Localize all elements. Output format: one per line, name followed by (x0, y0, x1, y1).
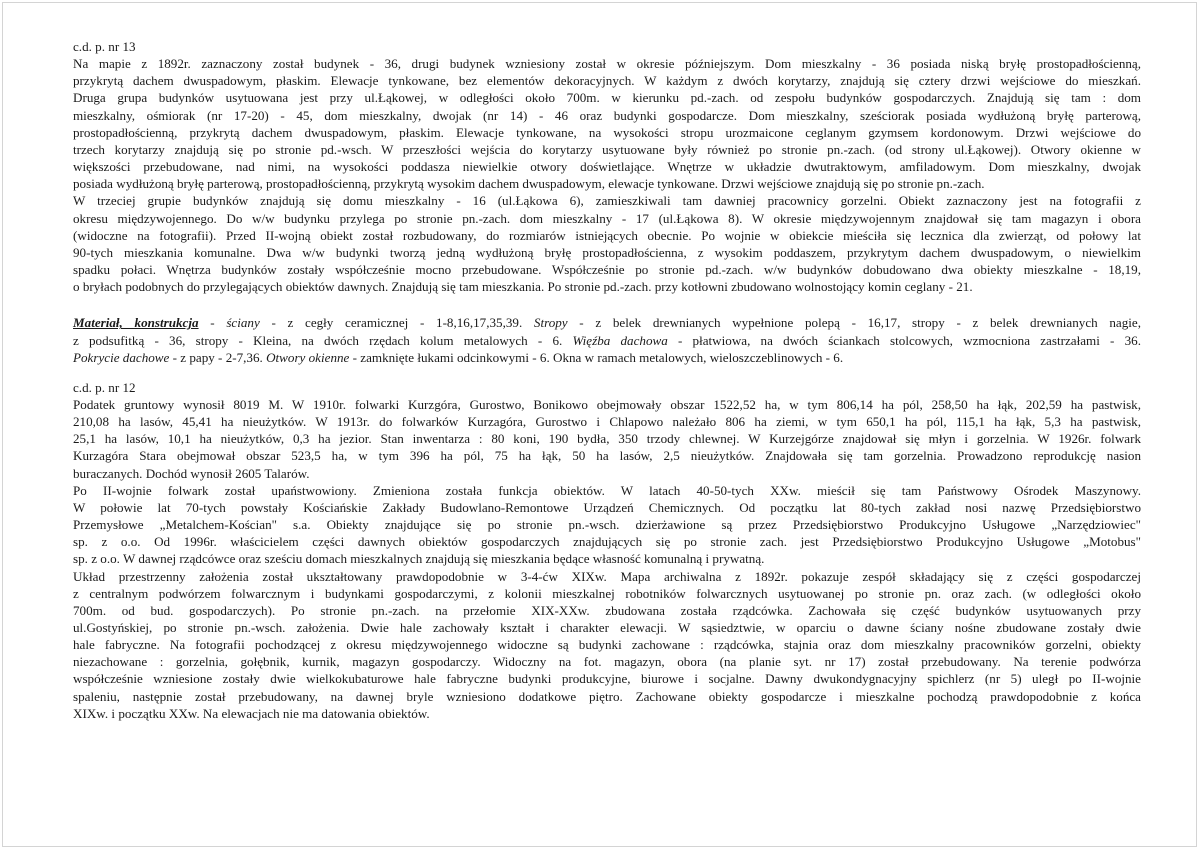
text-line: Kurzagóra Stara obejmował obszar 523,5 ha, w tym 396 ha pól, 75 ha łąk, 50 ha lasów, 2,5 nieużytków. Znajdowała się tam gorzelnia. Prowadzono reprodukcję nasion (73, 448, 1141, 464)
text-run: - z papy - 2-7,36. (169, 349, 267, 365)
text-line: Druga grupa budynków usytuowana jest przy ul.Łąkowej, w odległości około 700m. w kierunku pd.-zach. od zespołu budynków gospodarczych. Znajdują się tam : dom (73, 90, 1141, 106)
text-run: - z cegły ceramicznej - 1-8,16,17,35,39. (259, 315, 534, 331)
text-line: buraczanych. Dochód wynosił 2605 Talarów. (73, 465, 310, 481)
paragraph-buildings (73, 55, 1141, 295)
paragraph-history (73, 396, 1141, 722)
text-line: spadku połaci. Wnętrza budynków zostały współcześnie mocno przebudowane. Współcześnie po stronie pd.-zach. w/w budynków dobudowano dwa obiekty mieszkalne - 18,19, (73, 262, 1141, 278)
text-line: prostopadłościenną, przykrytą dachem dwuspadowym, płaskim. Elewacje tynkowane, na wysokości stropu urozmaicone ceglanym gzymsem kordonowym. Drzwi wejściowe do (73, 124, 1141, 140)
text-line: Po II-wojnie folwark został upaństwowiony. Zmieniona została funkcja obiektów. W latach 40-50-tych XXw. mieścił się tam Państwowy Ośrodek Maszynowy. (73, 482, 1141, 498)
paragraph-materials (73, 314, 1141, 365)
roofing-label: Pokrycie dachowe (73, 349, 170, 365)
text-line: współcześnie wzniesione zostały dwie wielkokubaturowe hale fabryczne budynki produkcyjne, biurowe i socjalne. Dawny dwukondygnacyjny spichlerz (nr 5) uległ po II-wojnie (73, 671, 1141, 687)
text-run: - z belek drewnianych wypełnione polepą - 16,17, stropy - z belek drewnianych nagie, (567, 315, 1141, 331)
text-line: sp. z o.o. W dawnej rządcówce oraz sześciu domach mieszkalnych znajdują się mieszkania będące własność komunalną i prywatną. (73, 551, 765, 567)
text-line (73, 332, 1141, 349)
text-line: ul.Gostyńskiej, po stronie pn.-wsch. założenia. Dwie hale zachowały kształt i charakter elewacji. W sąsiedztwie, w oparciu o dawne ściany nośne zbudowane zostały dwie (73, 620, 1141, 635)
text-line: W trzeciej grupie budynków znajdują się domu mieszkalny - 16 (ul.Łąkowa 6), zamieszkiwali tam dawniej pracownicy gorzelni. Obiekt zaznaczony jest na fotografii z (73, 193, 1141, 209)
roof-truss-label: Więźba dachowa (572, 332, 668, 348)
text-run: z podsufitką - 36, stropy - Kleina, na dwóch rzędach kolum metalowych - 6. (73, 332, 573, 348)
text-line (73, 314, 1141, 331)
text-line: Układ przestrzenny założenia został ukształtowany prawdopodobnie w 3-4-ćw XIXw. Mapa archiwalna z 1892r. pokazuje zespół składający się z części gospodarczej (73, 568, 1141, 584)
text-line: mieszkalny, ośmiorak (nr 17-20) - 45, dom mieszkalny, dwojak (nr 14) - 46 oraz budynki gospodarcze. Dom mieszkalny, sześciorak posiada wydłużoną bryłę parterową, (73, 107, 1141, 123)
text-line: większości przebudowane, nad nimi, na wysokości poddasza niewielkie otwory doświetlające. Wnętrze w układzie dwutraktowym, amfiladowym. Dom mieszkalny, dwojak (73, 159, 1141, 175)
text-line: sp. z o.o. Od 1996r. właścicielem części dawnych obiektów gospodarczych znajdujących się po stronie zach. jest Przedsiębiorstwo Produkcyjno Usługowe „Motobus" (73, 534, 1141, 550)
section-heading-13: c.d. p. nr 13 (73, 39, 136, 54)
spacer (73, 366, 1141, 379)
text-line: spaleniu, następnie został przebudowany, na dawnej bryle wzniesiono dodatkowe piętro. Zachowane obiekty gospodarcze i mieszkalne pochodzą prawdopodobnie z końca (73, 688, 1141, 704)
text-line: hale fabryczne. Na fotografii pochodzącej z okresu międzywojennego widoczne są budynki zachowane : rządcówka, stajnia oraz dom mieszkalny pracowników gorzelni, obiekty (73, 637, 1141, 653)
walls-label: ściany (226, 315, 260, 331)
text-line: posiada wydłużoną bryłę parterową, prostopadłościenną, przykrytą wysokim dachem dwuspadowym, elewacje tynkowane. Drzwi wejściowe znajdują się po stronie pn.-zach. (73, 176, 985, 192)
text-line: Na mapie z 1892r. zaznaczony został budynek - 36, drugi budynek wzniesiony został w okresie późniejszym. Dom mieszkalny - 36 posiada niską bryłę prostopadłościenną, (73, 56, 1141, 72)
text-line: (widoczne na fotografii). Przed II-wojną obiekt został rozbudowany, do rozmiarów istniejących obecnie. Po wojnie w obiekcie mieściła się lecznica dla zwierząt, od połowy lat (73, 227, 1141, 243)
text-run: - zamknięte łukami odcinkowymi - 6. Okna w ramach metalowych, wieloszczeblinowych - 6. (349, 349, 844, 365)
text-line: trzech korytarzy znajdują się po stronie pd.-wsch. W przeszłości wejścia do korytarzy usytuowane były również po stronie pn.-zach. (od strony ul.Łąkowej). Otwory okienne w (73, 141, 1141, 157)
text-line (73, 349, 1141, 366)
text-line: okresu międzywojennego. Do w/w budynku przylega po stronie pn.-zach. dom mieszkalny - 17 (ul.Łąkowa 8). W okresie międzywojennym znajdował się tam magazyn i obora (73, 210, 1141, 226)
text-line: przykrytą dachem dwuspadowym, płaskim. Elewacje tynkowane, bez elementów dekoracyjnych. W każdym z dwóch korytarzy, znajdują się cztery drzwi wejściowe do mieszkań. (73, 73, 1141, 89)
section-heading-12: c.d. p. nr 12 (73, 379, 136, 395)
text-run: - (198, 315, 227, 331)
text-line: niezachowane : gorzelnia, gołębnik, kurnik, magazyn gospodarczy. Widoczny na fot. magazyn, obora (na planie syt. nr 17) został przebudowany. Na terenie podwórza (73, 654, 1141, 670)
text-line: Podatek gruntowy wynosił 8019 M. W 1910r. folwarki Kurzgóra, Gurostwo, Bonikowo obejmowały obszar 1522,52 ha, w tym 806,14 ha pól, 258,50 ha łąk, 202,59 ha pastwisk, (73, 396, 1141, 412)
spacer (73, 295, 1141, 314)
text-line: 90-tych mieszkania komunalne. Dwa w/w budynki tworzą jedną wydłużoną bryłę prostopadłościenna, z wysokim poddaszem, przykrytym dachem dwuspadowym, o niewielkim (73, 244, 1141, 260)
ceilings-label: Stropy (533, 315, 568, 331)
text-line: z centralnym podwórzem folwarcznym i budynkami gospodarczymi, z kolonii mieszkalnej robotników folwarcznych usytuowanej po stronie pn. oraz zach. (w odległości około (73, 585, 1141, 601)
windows-label: Otwory okienne (266, 349, 350, 365)
text-line: 210,08 ha lasów, 45,41 ha nieużytków. W 1913r. do folwarków Kurzagóra, Gurostwo i Chlapowo należało 806 ha ziemi, w tym 650,1 ha pól, 115,1 ha łąk, 5,3 ha pastwisk, (73, 414, 1141, 430)
materials-label: Materiał, konstrukcja (73, 315, 199, 331)
text-line: Przemysłowe „Metalchem-Kościan" s.a. Obiekty znajdujące się po stronie pn.-wsch. dzierżawione są przez Przedsiębiorstwo Produkcyjno Usługowe „Narzędziowiec" (73, 517, 1141, 533)
text-line: o bryłach podobnych do przylegających obiektów dawnych. Znajdują się tam mieszkania. Po stronie pd.-zach. przy kotłowni zbudowano wolnostojący komin ceglany - 21. (73, 279, 973, 295)
text-line: 25,1 ha lasów, 10,1 ha nieużytków, 0,3 ha jezior. Stan inwentarza : 80 koni, 190 bydła, 350 trzody chlewnej. W Kurzejgórze znajdował się młyn i gorzelnia. W 1926r. folwark (73, 431, 1141, 447)
text-line: 700m. od bud. gospodarczych). Po stronie pn.-zach. na przełomie XIX-XXw. zbudowana została rządcówka. Zachowała się część budynków usytuowanych przy (73, 602, 1141, 618)
text-line: XIXw. i początku XXw. Na elewacjach nie ma datowania obiektów. (73, 705, 430, 721)
text-line: W połowie lat 70-tych powstały Kościańskie Zakłady Budowlano-Remontowe Urządzeń Chemicznych. Od początku lat 80-tych zakład nosi nazwę Przedsiębiorstwo (73, 499, 1141, 515)
text-run: - płatwiowa, na dwóch ściankach stolcowych, wzmocniona zastrzałami - 36. (667, 332, 1141, 348)
